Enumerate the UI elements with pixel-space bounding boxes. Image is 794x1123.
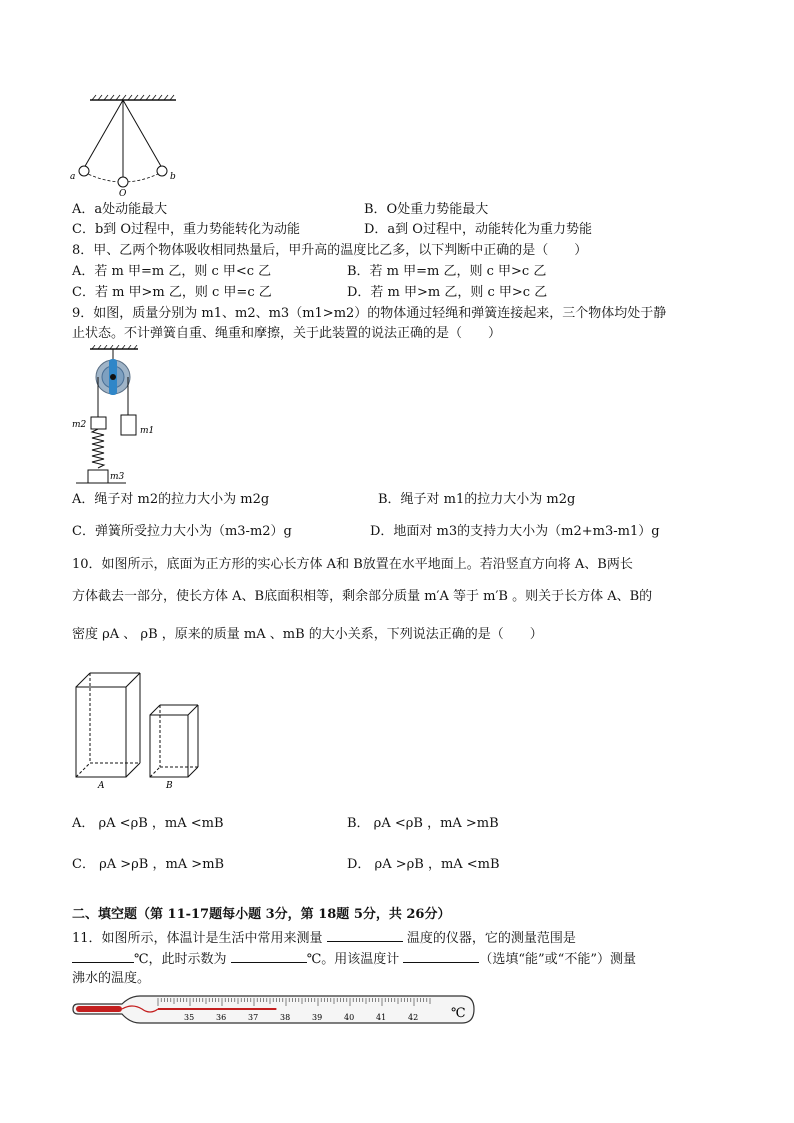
q9-stem-line1: 9．如图，质量分别为 m1、m2、m3（m1>m2）的物体通过轻绳和弹簧连接起来，三个物体均处于静 [72,306,667,321]
q10-option-a: A． ρA <ρB ，mA <mB [72,816,224,831]
q8-option-c: C．若 m 甲>m 乙，则 c 甲=c 乙 [72,285,272,300]
q11-part4: ℃。用该温度计 [306,952,400,967]
tick-label: 36 [216,1013,227,1022]
q11-part1: 11．如图所示，体温计是生活中常用来测量 [72,931,323,946]
q8-option-d: D．若 m 甲>m 乙，则 c 甲>c 乙 [347,285,548,300]
tick-label: 35 [184,1013,195,1022]
q8-option-b: B．若 m 甲=m 乙，则 c 甲>c 乙 [347,264,547,279]
q8-option-a: A．若 m 甲=m 乙，则 c 甲<c 乙 [72,264,272,279]
q11-part2: 温度的仪器，它的测量范围是 [406,931,576,946]
tick-label: 42 [408,1013,419,1022]
q11-blank-1[interactable] [327,927,403,942]
thermometer-figure [70,990,480,1030]
q11-line3: 沸水的温度。 [72,971,151,986]
q11-part5: （选填“能”或“不能”）测量 [479,952,636,967]
q10-option-b: B． ρA <ρB ，mA >mB [347,816,499,831]
q9-option-c: C．弹簧所受拉力大小为（m3-m2）g [72,524,292,539]
pulley-spring-figure [68,345,178,487]
q11-line2 [72,948,636,970]
tick-label: 40 [344,1013,355,1022]
label-box-b: B [166,781,173,791]
q10-option-d: D． ρA >ρB ，mA <mB [347,857,500,872]
q10-stem-line3: 密度 ρA 、 ρB ，原来的质量 mA 、mB 的大小关系，下列说法正确的是（ ） [72,627,543,642]
section2-heading: 二、填空题（第 11-17题每小题 3分，第 18题 5分，共 26分） [72,907,451,922]
label-box-a: A [98,781,105,791]
q8-stem: 8．甲、乙两个物体吸收相同热量后，甲升高的温度比乙多，以下判断中正确的是（ ） [72,243,588,258]
q11-blank-3[interactable] [231,948,307,963]
tick-label: 39 [312,1013,323,1022]
label-a: a [70,172,76,182]
tick-label: 37 [248,1013,259,1022]
q9-stem-line2: 止状态。不计弹簧自重、绳重和摩擦，关于此装置的说法正确的是（ ） [72,326,502,341]
q11-blank-4[interactable] [403,948,479,963]
label-b: b [170,172,176,182]
q7-option-b: B．O处重力势能最大 [364,202,489,217]
label-m1: m1 [140,426,155,436]
tick-label: 38 [280,1013,291,1022]
q9-option-b: B．绳子对 m1的拉力大小为 m2g [378,492,576,507]
boxes-figure [70,667,210,792]
q10-stem-line2: 方体截去一部分，使长方体 A、B底面积相等，剩余部分质量 m′A 等于 m′B 。则关于长方体 A、B的 [72,589,653,604]
q10-stem-line1: 10．如图所示，底面为正方形的实心长方体 A和 B放置在水平地面上。若沿竖直方向将 A、B两长 [72,557,633,572]
label-o: O [119,189,127,199]
q10-option-c: C． ρA >ρB ，mA >mB [72,857,225,872]
q9-option-d: D．地面对 m3的支持力大小为（m2+m3-m1）g [370,524,660,539]
label-m3: m3 [110,472,125,482]
q9-option-a: A．绳子对 m2的拉力大小为 m2g [72,492,270,507]
q11-line1 [72,927,576,949]
q11-blank-2[interactable] [72,948,134,963]
q7-option-c: C．b到 O过程中，重力势能转化为动能 [72,222,301,237]
q7-option-d: D．a到 O过程中，动能转化为重力势能 [364,222,592,237]
q7-option-a: A．a处动能最大 [72,202,168,217]
thermometer-unit: ℃ [451,1006,466,1021]
tick-label: 41 [376,1013,387,1022]
label-m2: m2 [72,420,87,430]
pendulum-figure [68,92,188,202]
q11-part3: ℃，此时示数为 [134,952,227,967]
